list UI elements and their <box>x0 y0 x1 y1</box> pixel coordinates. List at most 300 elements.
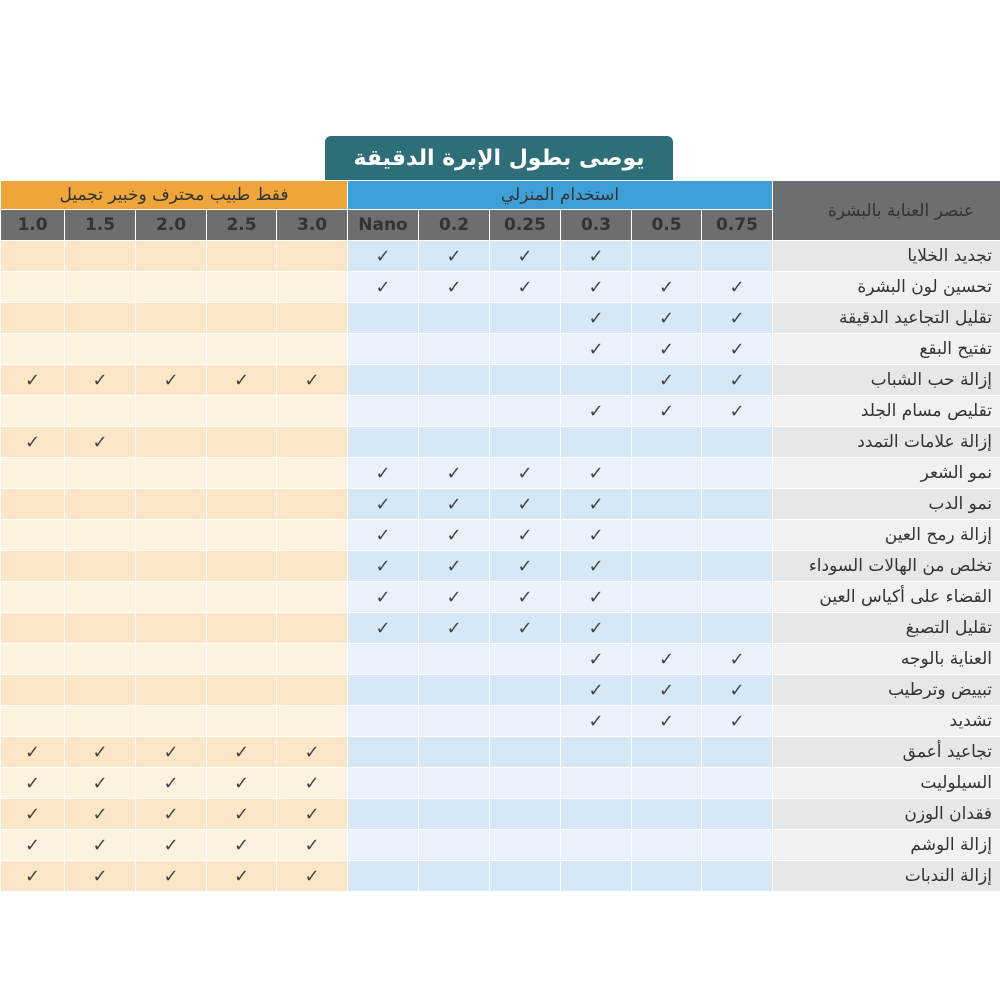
row-label: العناية بالوجه <box>773 644 1000 675</box>
length-header: 0.2 <box>419 210 490 241</box>
check-cell <box>561 520 632 551</box>
check-cell <box>419 396 490 427</box>
check-cell <box>65 303 136 334</box>
check-cell <box>632 365 702 396</box>
check-cell <box>348 396 419 427</box>
check-cell <box>490 396 561 427</box>
checkmark-icon: ✓ <box>658 338 675 360</box>
check-cell <box>561 458 632 489</box>
check-cell <box>561 799 632 830</box>
check-cell <box>561 489 632 520</box>
check-cell <box>1 303 65 334</box>
check-cell <box>207 582 277 613</box>
check-cell <box>702 365 773 396</box>
check-cell <box>419 644 490 675</box>
check-cell <box>136 458 207 489</box>
check-cell <box>348 365 419 396</box>
check-cell <box>277 799 348 830</box>
checkmark-icon: ✓ <box>163 865 179 887</box>
table-row <box>1 613 1000 644</box>
check-cell <box>702 520 773 551</box>
check-cell <box>1 334 65 365</box>
check-cell <box>348 241 419 272</box>
checkmark-icon: ✓ <box>375 617 391 639</box>
check-cell <box>348 613 419 644</box>
checkmark-icon: ✓ <box>729 648 745 670</box>
checkmark-icon: ✓ <box>588 617 604 639</box>
check-cell <box>348 303 419 334</box>
check-cell <box>702 675 773 706</box>
check-cell <box>65 241 136 272</box>
checkmark-icon: ✓ <box>446 524 462 546</box>
check-cell <box>348 737 419 768</box>
table-row <box>1 675 1000 706</box>
check-cell <box>632 799 702 830</box>
check-cell <box>419 768 490 799</box>
check-cell <box>561 272 632 303</box>
check-cell <box>65 768 136 799</box>
check-cell <box>1 675 65 706</box>
row-label: فقدان الوزن <box>773 799 1000 830</box>
check-cell <box>632 272 702 303</box>
check-cell <box>348 520 419 551</box>
check-cell <box>561 706 632 737</box>
length-header: 0.3 <box>561 210 632 241</box>
check-cell <box>490 458 561 489</box>
check-cell <box>277 768 348 799</box>
check-cell <box>348 768 419 799</box>
check-cell <box>207 520 277 551</box>
check-cell <box>1 551 65 582</box>
checkmark-icon: ✓ <box>588 524 604 546</box>
check-cell <box>136 272 207 303</box>
check-cell <box>561 396 632 427</box>
check-cell <box>419 520 490 551</box>
check-cell <box>207 830 277 861</box>
check-cell <box>702 613 773 644</box>
length-header: 2.5 <box>207 210 277 241</box>
check-cell <box>277 458 348 489</box>
checkmark-icon: ✓ <box>588 493 604 515</box>
check-cell <box>419 830 490 861</box>
check-cell <box>490 520 561 551</box>
checkmark-icon: ✓ <box>446 617 462 639</box>
row-label: السيلوليت <box>773 768 1000 799</box>
check-cell <box>419 675 490 706</box>
checkmark-icon: ✓ <box>446 493 462 515</box>
check-cell <box>702 768 773 799</box>
check-cell <box>419 427 490 458</box>
check-cell <box>348 272 419 303</box>
checkmark-icon: ✓ <box>588 307 604 329</box>
check-cell <box>1 706 65 737</box>
check-cell <box>561 551 632 582</box>
checkmark-icon: ✓ <box>658 710 675 732</box>
checkmark-icon: ✓ <box>233 865 250 887</box>
check-cell <box>277 489 348 520</box>
check-cell <box>632 303 702 334</box>
length-header: 3.0 <box>277 210 348 241</box>
checkmark-icon: ✓ <box>588 555 604 577</box>
check-cell <box>65 644 136 675</box>
checkmark-icon: ✓ <box>304 865 320 887</box>
table-row <box>1 365 1000 396</box>
checkmark-icon: ✓ <box>24 741 41 763</box>
check-cell <box>136 675 207 706</box>
check-cell <box>136 737 207 768</box>
check-cell <box>136 427 207 458</box>
check-cell <box>207 427 277 458</box>
check-cell <box>1 489 65 520</box>
check-cell <box>1 644 65 675</box>
checkmark-icon: ✓ <box>517 555 533 577</box>
check-cell <box>419 861 490 892</box>
check-cell <box>348 582 419 613</box>
checkmark-icon: ✓ <box>588 679 604 701</box>
check-cell <box>207 675 277 706</box>
needle-length-table <box>0 180 1000 892</box>
check-cell <box>561 830 632 861</box>
row-label: تفتيح البقع <box>773 334 1000 365</box>
check-cell <box>561 334 632 365</box>
check-cell <box>348 830 419 861</box>
checkmark-icon: ✓ <box>92 803 108 825</box>
table-row <box>1 861 1000 892</box>
check-cell <box>207 396 277 427</box>
check-cell <box>207 272 277 303</box>
check-cell <box>136 706 207 737</box>
checkmark-icon: ✓ <box>729 679 745 701</box>
table-row <box>1 396 1000 427</box>
check-cell <box>419 365 490 396</box>
checkmark-icon: ✓ <box>163 772 179 794</box>
check-cell <box>419 613 490 644</box>
checkmark-icon: ✓ <box>517 245 533 267</box>
check-cell <box>348 458 419 489</box>
row-label: إزالة رمح العين <box>773 520 1000 551</box>
checkmark-icon: ✓ <box>729 400 745 422</box>
row-label: القضاء على أكياس العين <box>773 582 1000 613</box>
check-cell <box>702 799 773 830</box>
check-cell <box>65 365 136 396</box>
check-cell <box>490 737 561 768</box>
checkmark-icon: ✓ <box>517 617 533 639</box>
check-cell <box>1 520 65 551</box>
check-cell <box>65 551 136 582</box>
check-cell <box>207 551 277 582</box>
check-cell <box>348 334 419 365</box>
check-cell <box>702 861 773 892</box>
pro-group-label: فقط طبيب محترف وخبير تجميل <box>1 181 348 210</box>
check-cell <box>65 737 136 768</box>
check-cell <box>1 799 65 830</box>
checkmark-icon: ✓ <box>588 338 604 360</box>
checkmark-icon: ✓ <box>375 524 391 546</box>
check-cell <box>136 334 207 365</box>
check-cell <box>702 644 773 675</box>
check-cell <box>277 551 348 582</box>
check-cell <box>207 799 277 830</box>
check-cell <box>632 613 702 644</box>
checkmark-icon: ✓ <box>304 803 320 825</box>
check-cell <box>702 830 773 861</box>
length-header: 0.75 <box>702 210 773 241</box>
check-cell <box>136 768 207 799</box>
check-cell <box>207 613 277 644</box>
table-row <box>1 272 1000 303</box>
check-cell <box>419 799 490 830</box>
check-cell <box>490 303 561 334</box>
row-label: تشديد <box>773 706 1000 737</box>
check-cell <box>65 706 136 737</box>
check-cell <box>419 737 490 768</box>
checkmark-icon: ✓ <box>517 276 533 298</box>
check-cell <box>561 861 632 892</box>
checkmark-icon: ✓ <box>588 710 604 732</box>
check-cell <box>136 861 207 892</box>
check-cell <box>632 830 702 861</box>
check-cell <box>632 675 702 706</box>
home-group-label: استخدام المنزلي <box>348 181 773 210</box>
table-row <box>1 799 1000 830</box>
check-cell <box>348 675 419 706</box>
check-cell <box>490 799 561 830</box>
check-cell <box>1 427 65 458</box>
check-cell <box>1 613 65 644</box>
checkmark-icon: ✓ <box>658 679 675 701</box>
check-cell <box>702 427 773 458</box>
check-cell <box>277 582 348 613</box>
check-cell <box>490 365 561 396</box>
check-cell <box>702 241 773 272</box>
check-cell <box>277 830 348 861</box>
check-cell <box>348 427 419 458</box>
check-cell <box>136 241 207 272</box>
checkmark-icon: ✓ <box>375 276 391 298</box>
check-cell <box>136 582 207 613</box>
check-cell <box>65 458 136 489</box>
checkmark-icon: ✓ <box>658 400 675 422</box>
checkmark-icon: ✓ <box>92 431 108 453</box>
checkmark-icon: ✓ <box>446 276 462 298</box>
check-cell <box>632 644 702 675</box>
check-cell <box>277 303 348 334</box>
checkmark-icon: ✓ <box>446 245 462 267</box>
check-cell <box>632 520 702 551</box>
check-cell <box>65 675 136 706</box>
row-label: إزالة علامات التمدد <box>773 427 1000 458</box>
check-cell <box>207 706 277 737</box>
check-cell <box>65 396 136 427</box>
check-cell <box>348 551 419 582</box>
check-cell <box>207 365 277 396</box>
check-cell <box>490 334 561 365</box>
check-cell <box>1 737 65 768</box>
check-cell <box>561 737 632 768</box>
checkmark-icon: ✓ <box>163 741 179 763</box>
check-cell <box>632 458 702 489</box>
checkmark-icon: ✓ <box>517 524 533 546</box>
checkmark-icon: ✓ <box>92 369 108 391</box>
check-cell <box>277 272 348 303</box>
check-cell <box>419 706 490 737</box>
check-cell <box>65 861 136 892</box>
check-cell <box>277 396 348 427</box>
check-cell <box>207 737 277 768</box>
checkmark-icon: ✓ <box>729 369 745 391</box>
length-header: 1.5 <box>65 210 136 241</box>
checkmark-icon: ✓ <box>233 369 250 391</box>
checkmark-icon: ✓ <box>92 772 108 794</box>
checkmark-icon: ✓ <box>92 741 108 763</box>
check-cell <box>277 241 348 272</box>
check-cell <box>702 551 773 582</box>
check-cell <box>136 613 207 644</box>
check-cell <box>632 551 702 582</box>
checkmark-icon: ✓ <box>92 865 108 887</box>
checkmark-icon: ✓ <box>304 369 320 391</box>
check-cell <box>348 861 419 892</box>
check-cell <box>277 613 348 644</box>
check-cell <box>632 737 702 768</box>
row-label: تخلص من الهالات السوداء <box>773 551 1000 582</box>
check-cell <box>490 582 561 613</box>
check-cell <box>1 768 65 799</box>
check-cell <box>419 241 490 272</box>
check-cell <box>277 365 348 396</box>
check-cell <box>65 427 136 458</box>
row-label: تقليل التجاعيد الدقيقة <box>773 303 1000 334</box>
check-cell <box>490 551 561 582</box>
checkmark-icon: ✓ <box>729 338 745 360</box>
check-cell <box>419 582 490 613</box>
check-cell <box>419 272 490 303</box>
check-cell <box>65 582 136 613</box>
chart-title: يوصى بطول الإبرة الدقيقة <box>325 136 673 180</box>
checkmark-icon: ✓ <box>375 245 391 267</box>
check-cell <box>632 427 702 458</box>
check-cell <box>348 799 419 830</box>
check-cell <box>65 830 136 861</box>
check-cell <box>632 861 702 892</box>
checkmark-icon: ✓ <box>729 710 745 732</box>
checkmark-icon: ✓ <box>375 462 391 484</box>
check-cell <box>702 458 773 489</box>
checkmark-icon: ✓ <box>163 834 179 856</box>
check-cell <box>207 768 277 799</box>
check-cell <box>490 675 561 706</box>
check-cell <box>136 551 207 582</box>
check-cell <box>207 303 277 334</box>
check-cell <box>136 303 207 334</box>
group-header-row <box>1 181 1000 210</box>
checkmark-icon: ✓ <box>588 586 604 608</box>
check-cell <box>348 706 419 737</box>
check-cell <box>136 396 207 427</box>
check-cell <box>277 644 348 675</box>
check-cell <box>207 334 277 365</box>
check-cell <box>65 272 136 303</box>
table-row <box>1 489 1000 520</box>
row-label: إزالة حب الشباب <box>773 365 1000 396</box>
check-cell <box>702 303 773 334</box>
row-label: تبييض وترطيب <box>773 675 1000 706</box>
checkmark-icon: ✓ <box>588 276 604 298</box>
check-cell <box>277 737 348 768</box>
check-cell <box>419 303 490 334</box>
check-cell <box>136 644 207 675</box>
check-cell <box>632 582 702 613</box>
check-cell <box>490 706 561 737</box>
check-cell <box>419 489 490 520</box>
table-row <box>1 427 1000 458</box>
check-cell <box>561 644 632 675</box>
check-cell <box>490 644 561 675</box>
check-cell <box>348 489 419 520</box>
check-cell <box>490 272 561 303</box>
check-cell <box>277 861 348 892</box>
checkmark-icon: ✓ <box>233 772 250 794</box>
checkmark-icon: ✓ <box>233 803 250 825</box>
check-cell <box>277 706 348 737</box>
checkmark-icon: ✓ <box>304 741 320 763</box>
checkmark-icon: ✓ <box>375 555 391 577</box>
check-cell <box>1 365 65 396</box>
check-cell <box>632 396 702 427</box>
check-cell <box>702 272 773 303</box>
check-cell <box>348 644 419 675</box>
check-cell <box>561 365 632 396</box>
check-cell <box>632 334 702 365</box>
checkmark-icon: ✓ <box>233 741 250 763</box>
checkmark-icon: ✓ <box>24 834 41 856</box>
table-row <box>1 582 1000 613</box>
checkmark-icon: ✓ <box>24 369 41 391</box>
check-cell <box>490 830 561 861</box>
check-cell <box>207 241 277 272</box>
table-row <box>1 737 1000 768</box>
checkmark-icon: ✓ <box>233 834 250 856</box>
check-cell <box>1 396 65 427</box>
check-cell <box>702 489 773 520</box>
checkmark-icon: ✓ <box>517 493 533 515</box>
length-header: 1.0 <box>1 210 65 241</box>
check-cell <box>419 334 490 365</box>
check-cell <box>207 458 277 489</box>
row-label: تقليص مسام الجلد <box>773 396 1000 427</box>
check-cell <box>136 830 207 861</box>
check-cell <box>702 582 773 613</box>
check-cell <box>65 520 136 551</box>
table-row <box>1 644 1000 675</box>
checkmark-icon: ✓ <box>24 772 41 794</box>
check-cell <box>1 861 65 892</box>
check-cell <box>561 768 632 799</box>
checkmark-icon: ✓ <box>375 586 391 608</box>
table-row <box>1 520 1000 551</box>
check-cell <box>561 582 632 613</box>
checkmark-icon: ✓ <box>163 803 179 825</box>
checkmark-icon: ✓ <box>658 369 675 391</box>
check-cell <box>632 241 702 272</box>
row-label: تجاعيد أعمق <box>773 737 1000 768</box>
check-cell <box>702 334 773 365</box>
checkmark-icon: ✓ <box>375 493 391 515</box>
checkmark-icon: ✓ <box>658 276 675 298</box>
check-cell <box>65 613 136 644</box>
length-header: Nano <box>348 210 419 241</box>
check-cell <box>419 551 490 582</box>
